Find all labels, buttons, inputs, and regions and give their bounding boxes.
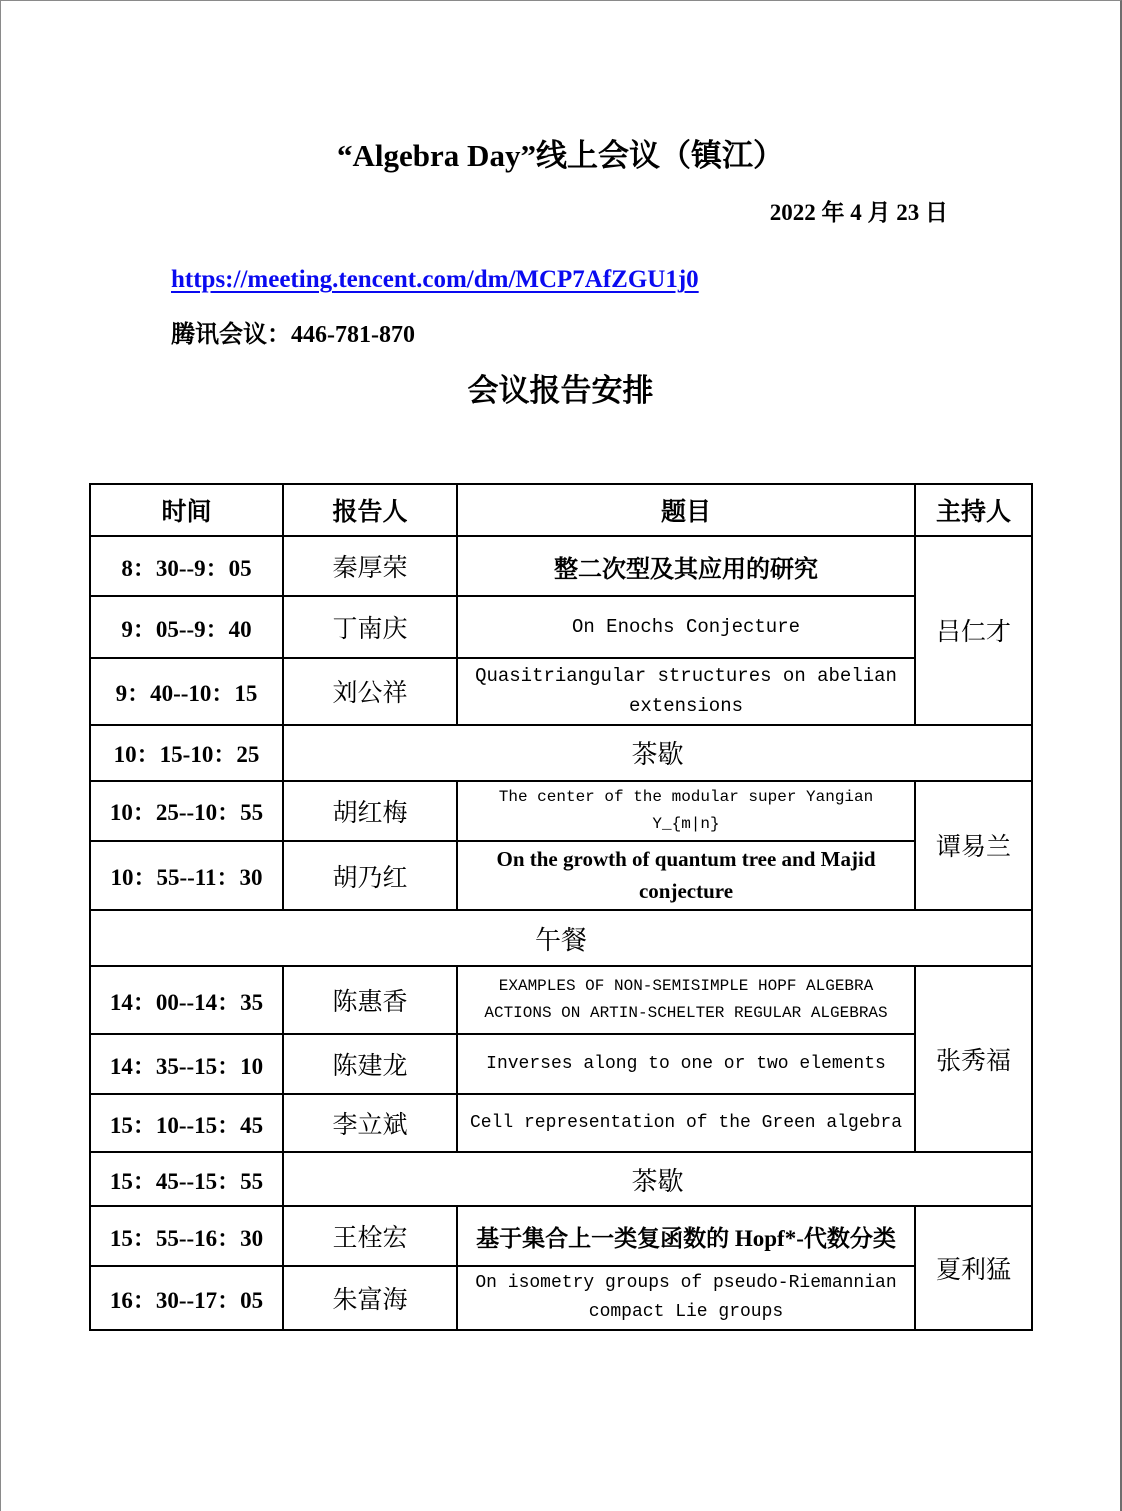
- table-row: [90, 1206, 1032, 1266]
- time-cell: 16：30--17：05: [90, 1266, 283, 1330]
- moderator-cell: 谭易兰: [915, 781, 1032, 910]
- speaker-cell: 李立斌: [283, 1094, 457, 1152]
- time-cell: 15：55--16：30: [90, 1206, 283, 1266]
- schedule-heading: 会议报告安排: [467, 373, 654, 408]
- speaker-cell: 朱富海: [283, 1266, 457, 1330]
- table-row: [90, 781, 1032, 841]
- table-row: [90, 1094, 1032, 1152]
- col-header-time: 时间: [90, 484, 283, 536]
- time-cell: 8：30--9：05: [90, 536, 283, 596]
- table-row-break: [90, 725, 1032, 781]
- time-cell: 15：10--15：45: [90, 1094, 283, 1152]
- title-cell: EXAMPLES OF NON-SEMISIMPLE HOPF ALGEBRA ACTIONS ON ARTIN-SCHELTER REGULAR ALGEBRAS: [457, 966, 915, 1034]
- table-row: [90, 841, 1032, 910]
- time-cell: 9：05--9：40: [90, 596, 283, 658]
- speaker-cell: 王栓宏: [283, 1206, 457, 1266]
- moderator-cell: 吕仁才: [915, 536, 1032, 725]
- time-cell: 10：55--11：30: [90, 841, 283, 910]
- title-cell: On isometry groups of pseudo-Riemannian compact Lie groups: [457, 1266, 915, 1330]
- table-row: [90, 1266, 1032, 1330]
- table-header-row: [90, 484, 1032, 536]
- time-cell: 9：40--10：15: [90, 658, 283, 725]
- schedule-table: [89, 483, 1033, 1331]
- table-row-break: [90, 1152, 1032, 1206]
- table-row: [90, 1034, 1032, 1094]
- table-row-break: [90, 910, 1032, 966]
- table-row: [90, 536, 1032, 596]
- meeting-link-line: [171, 263, 1120, 297]
- time-cell: 14：00--14：35: [90, 966, 283, 1034]
- title-cell: 基于集合上一类复函数的 Hopf*-代数分类: [457, 1206, 915, 1266]
- table-row: [90, 658, 1032, 725]
- title-cell: The center of the modular super Yangian Y_{m|n}: [457, 781, 915, 841]
- title-cell: On the growth of quantum tree and Majid conjecture: [457, 841, 915, 910]
- meeting-date: 2022 年 4 月 23 日: [769, 200, 948, 225]
- time-cell: 15：45--15：55: [90, 1152, 283, 1206]
- table-row: [90, 966, 1032, 1034]
- speaker-cell: 胡乃红: [283, 841, 457, 910]
- meeting-id: 腾讯会议：446-781-870: [171, 322, 415, 348]
- break-cell: 午餐: [90, 910, 1032, 966]
- table-row: [90, 596, 1032, 658]
- title-cell: On Enochs Conjecture: [457, 596, 915, 658]
- break-cell: 茶歇: [283, 725, 1032, 781]
- moderator-cell: 夏利猛: [915, 1206, 1032, 1330]
- col-header-moderator: 主持人: [915, 484, 1032, 536]
- moderator-cell: 张秀福: [915, 966, 1032, 1152]
- break-cell: 茶歇: [283, 1152, 1032, 1206]
- title-cell: Inverses along to one or two elements: [457, 1034, 915, 1094]
- time-cell: 10：25--10：55: [90, 781, 283, 841]
- col-header-speaker: 报告人: [283, 484, 457, 536]
- meeting-link[interactable]: https://meeting.tencent.com/dm/MCP7AfZGU1j0: [171, 266, 699, 293]
- speaker-cell: 刘公祥: [283, 658, 457, 725]
- speaker-cell: 陈建龙: [283, 1034, 457, 1094]
- speaker-cell: 丁南庆: [283, 596, 457, 658]
- speaker-cell: 秦厚荣: [283, 536, 457, 596]
- title-cell: Cell representation of the Green algebra: [457, 1094, 915, 1152]
- speaker-cell: 陈惠香: [283, 966, 457, 1034]
- title-cell: Quasitriangular structures on abelian extensions: [457, 658, 915, 725]
- page-title: “Algebra Day”线上会议（镇江）: [337, 138, 784, 173]
- col-header-title: 题目: [457, 484, 915, 536]
- time-cell: 14：35--15：10: [90, 1034, 283, 1094]
- speaker-cell: 胡红梅: [283, 781, 457, 841]
- title-cell: 整二次型及其应用的研究: [457, 536, 915, 596]
- time-cell: 10：15-10：25: [90, 725, 283, 781]
